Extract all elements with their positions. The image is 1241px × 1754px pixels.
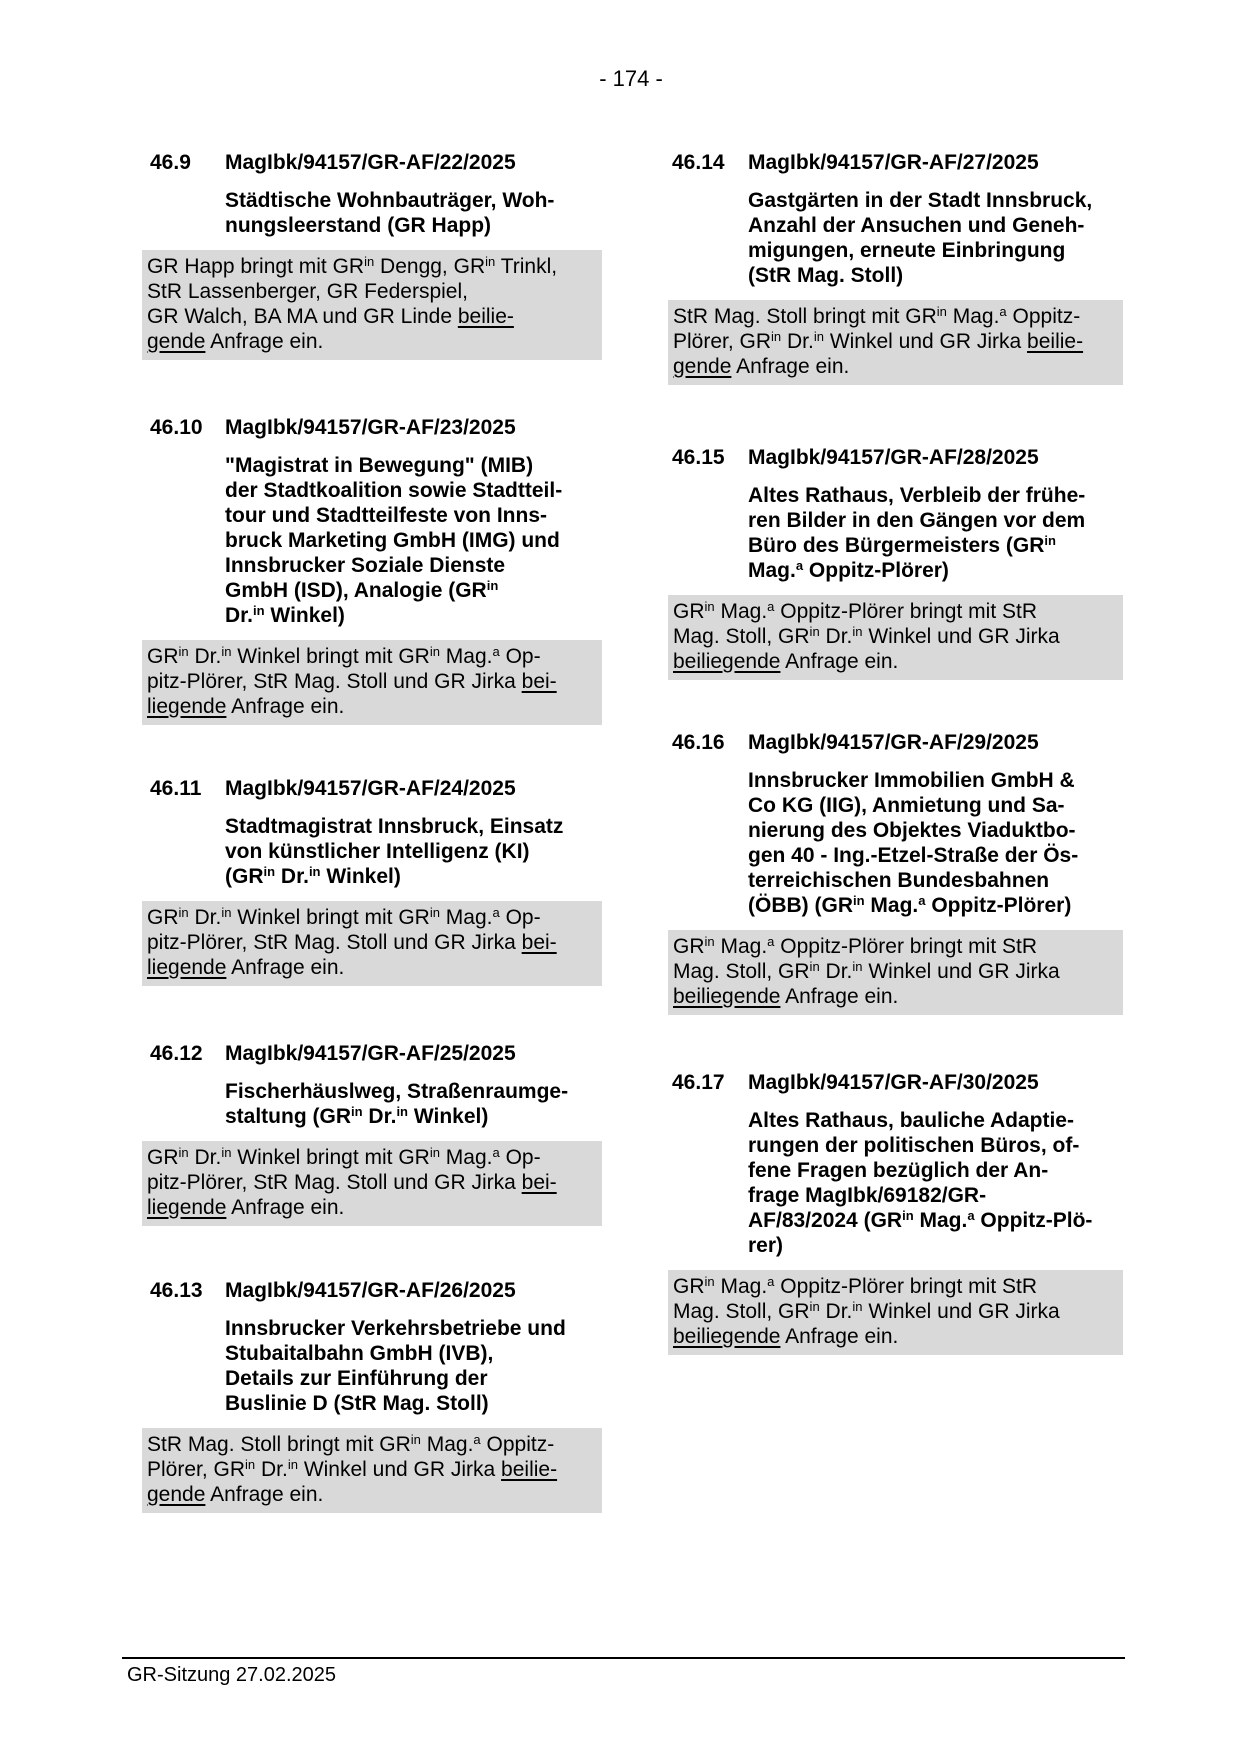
item-title: Fischerhäuslweg, Straßenraumge- staltung ($GR^{in}$ Dr.$^{in}$ Winkel)	[225, 1080, 569, 1128]
item-title: Städtische Wohnbauträger, Woh- nungsleerstand (GR Happ)	[225, 189, 555, 237]
agenda-item-46-16	[668, 730, 1123, 1015]
agenda-item-46-14	[668, 150, 1123, 385]
item-number: 46.15	[672, 446, 725, 469]
item-motion-paragraph: $GR^{in}$ Dr.$^{in}$ Winkel bringt mit $GR^{in}$ Mag.$^a$ Op- pitz-Plörer, StR Mag. Stoll und GR Jirka bei- liegende Anfrage ein.	[142, 640, 602, 725]
item-reference: MagIbk/94157/GR-AF/29/2025	[748, 731, 1039, 754]
item-motion-paragraph: $GR^{in}$ Mag.$^a$ Oppitz-Plörer bringt mit StR Mag. Stoll, $GR^{in}$ Dr.$^{in}$ Winkel und GR Jirka beiliegende Anfrage ein.	[668, 1270, 1123, 1355]
item-reference: MagIbk/94157/GR-AF/27/2025	[748, 151, 1039, 174]
agenda-item-46-11	[142, 776, 602, 986]
item-motion-paragraph: $GR^{in}$ Mag.$^a$ Oppitz-Plörer bringt mit StR Mag. Stoll, $GR^{in}$ Dr.$^{in}$ Winkel und GR Jirka beiliegende Anfrage ein.	[668, 930, 1123, 1015]
item-heading	[668, 1070, 1123, 1095]
item-reference: MagIbk/94157/GR-AF/23/2025	[225, 416, 516, 439]
item-motion-paragraph: StR Mag. Stoll bringt mit $GR^{in}$ Mag.$^a$ Oppitz- Plörer, $GR^{in}$ Dr.$^{in}$ Winkel und GR Jirka beilie- gende Anfrage ein.	[668, 300, 1123, 385]
footer-divider	[122, 1657, 1125, 1659]
agenda-item-46-13	[142, 1278, 602, 1513]
item-heading	[142, 776, 602, 801]
item-reference: MagIbk/94157/GR-AF/25/2025	[225, 1042, 516, 1065]
item-motion-paragraph: $GR^{in}$ Dr.$^{in}$ Winkel bringt mit $GR^{in}$ Mag.$^a$ Op- pitz-Plörer, StR Mag. Stoll und GR Jirka bei- liegende Anfrage ein.	[142, 1141, 602, 1226]
agenda-item-46-15	[668, 445, 1123, 680]
item-motion-paragraph: GR Happ bringt mit $GR^{in}$ Dengg, $GR^{in}$ Trinkl, StR Lassenberger, GR Federspiel, GR Walch, BA MA und GR Linde beilie- gende Anfrage ein.	[142, 250, 602, 360]
item-number: 46.11	[150, 777, 202, 800]
item-heading	[142, 415, 602, 440]
item-reference: MagIbk/94157/GR-AF/26/2025	[225, 1279, 516, 1302]
item-number: 46.10	[150, 416, 203, 439]
item-heading	[142, 1041, 602, 1066]
item-reference: MagIbk/94157/GR-AF/28/2025	[748, 446, 1039, 469]
item-motion-paragraph: StR Mag. Stoll bringt mit $GR^{in}$ Mag.$^a$ Oppitz- Plörer, $GR^{in}$ Dr.$^{in}$ Winkel und GR Jirka beilie- gende Anfrage ein.	[142, 1428, 602, 1513]
item-title: Altes Rathaus, Verbleib der frühe- ren Bilder in den Gängen vor dem Büro des Bürgermeisters ($GR^{in}$ Mag.$^a$ Oppitz-Plörer)	[748, 484, 1086, 582]
item-heading	[668, 730, 1123, 755]
item-number: 46.12	[150, 1042, 203, 1065]
item-title: Stadtmagistrat Innsbruck, Einsatz von künstlicher Intelligenz (KI) ($GR^{in}$ Dr.$^{in}$ Winkel)	[225, 815, 564, 888]
footer-text: GR-Sitzung 27.02.2025	[127, 1664, 337, 1686]
item-title: Gastgärten in der Stadt Innsbruck, Anzahl der Ansuchen und Geneh- migungen, erneute Einbringung (StR Mag. Stoll)	[748, 189, 1093, 287]
item-reference: MagIbk/94157/GR-AF/22/2025	[225, 151, 516, 174]
item-reference: MagIbk/94157/GR-AF/30/2025	[748, 1071, 1039, 1094]
page-number: - 174 -	[599, 66, 663, 91]
agenda-item-46-9	[142, 150, 602, 360]
item-title: "Magistrat in Bewegung" (MIB) der Stadtkoalition sowie Stadtteil- tour und Stadtteilfeste von Inns- bruck Marketing GmbH (IMG) und Innsbrucker Soziale Dienste GmbH (ISD), Analogie ($GR^{in}$ Dr.$^{in}$ Winkel)	[225, 454, 563, 627]
item-title: Altes Rathaus, bauliche Adaptie- rungen der politischen Büros, of- fene Fragen bezüglich der An- frage MagIbk/69182/GR- AF/83/2024 ($GR^{in}$ Mag.$^a$ Oppitz-Plö- rer)	[748, 1109, 1093, 1257]
item-number: 46.9	[150, 151, 191, 174]
agenda-item-46-17	[668, 1070, 1123, 1355]
item-number: 46.17	[672, 1071, 725, 1094]
item-heading	[668, 150, 1123, 175]
agenda-item-46-10	[142, 415, 602, 725]
item-reference: MagIbk/94157/GR-AF/24/2025	[225, 777, 516, 800]
item-number: 46.14	[672, 151, 725, 174]
item-motion-paragraph: $GR^{in}$ Mag.$^a$ Oppitz-Plörer bringt mit StR Mag. Stoll, $GR^{in}$ Dr.$^{in}$ Winkel und GR Jirka beiliegende Anfrage ein.	[668, 595, 1123, 680]
item-number: 46.13	[150, 1279, 203, 1302]
item-title: Innsbrucker Immobilien GmbH & Co KG (IIG), Anmietung und Sa- nierung des Objektes Viaduktbo- gen 40 - Ing.-Etzel-Straße der Ös- terreichischen Bundesbahnen (ÖBB) ($GR^{in}$ Mag.$^a$ Oppitz-Plörer)	[748, 769, 1079, 917]
agenda-item-46-12	[142, 1041, 602, 1226]
item-heading	[142, 150, 602, 175]
item-heading	[142, 1278, 602, 1303]
item-number: 46.16	[672, 731, 725, 754]
item-heading	[668, 445, 1123, 470]
item-motion-paragraph: $GR^{in}$ Dr.$^{in}$ Winkel bringt mit $GR^{in}$ Mag.$^a$ Op- pitz-Plörer, StR Mag. Stoll und GR Jirka bei- liegende Anfrage ein.	[142, 901, 602, 986]
item-title: Innsbrucker Verkehrsbetriebe und Stubaitalbahn GmbH (IVB), Details zur Einführung der Buslinie D (StR Mag. Stoll)	[225, 1317, 566, 1415]
